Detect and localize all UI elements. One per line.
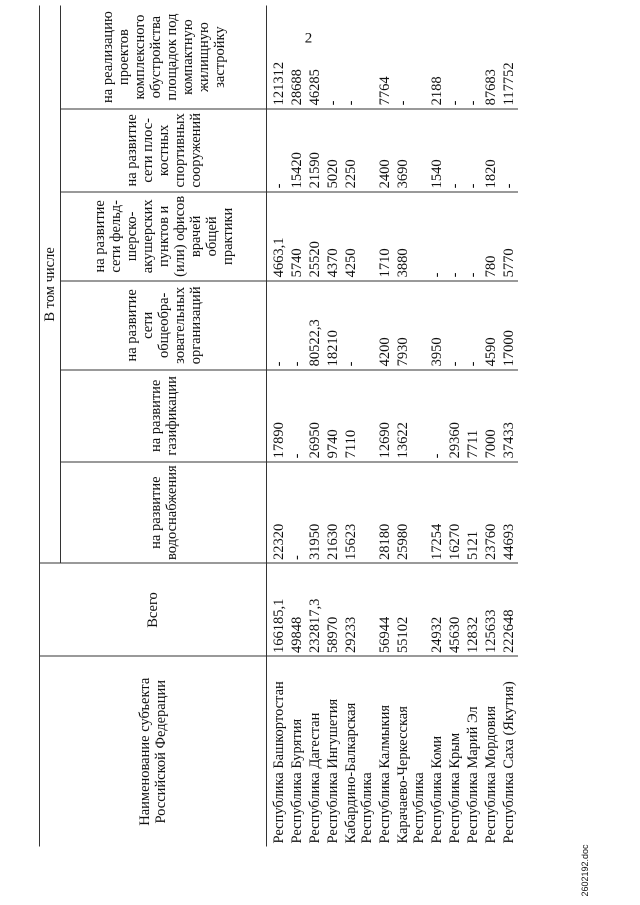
table-row	[464, 6, 482, 847]
table-row	[324, 6, 342, 847]
value-schools: 80522,3	[306, 281, 324, 370]
value-housing: 46285	[306, 6, 324, 109]
value-gas: 7711	[464, 370, 482, 462]
table-row	[342, 6, 376, 847]
value-medical: 4370	[324, 192, 342, 281]
value-schools: -	[342, 281, 376, 370]
value-sports: 2400	[376, 109, 394, 192]
value-schools: -	[288, 281, 306, 370]
region-name: Республика Мордовия	[482, 657, 500, 847]
region-name: Республика Дагестан	[306, 657, 324, 847]
value-medical: 5770	[500, 192, 518, 281]
table-row	[428, 6, 446, 847]
value-gas: 29360	[446, 370, 464, 462]
value-sports: 21590	[306, 109, 324, 192]
value-medical: 4663,1	[267, 192, 289, 281]
document-filename: 2602192.doc	[580, 844, 590, 897]
value-total: 58970	[324, 564, 342, 657]
value-housing: -	[464, 6, 482, 109]
value-medical: 1710	[376, 192, 394, 281]
value-water: 21630	[325, 523, 341, 560]
value-gas: 9740	[324, 370, 342, 462]
value-medical: 5740	[288, 192, 306, 281]
value-medical: -	[428, 192, 446, 281]
value-total: 24932	[428, 564, 446, 657]
region-name: Республика Коми	[428, 657, 446, 847]
value-water: 23760	[483, 523, 499, 560]
value-schools: -	[267, 281, 289, 370]
value-sports: 15420	[288, 109, 306, 192]
header-group-label: В том числе	[40, 6, 61, 564]
value-housing: 87683	[482, 6, 500, 109]
value-water: 5121	[465, 531, 481, 560]
value-medical: 25520	[306, 192, 324, 281]
value-water: 15623	[343, 523, 359, 560]
table-row	[376, 6, 394, 847]
value-total: 29233	[342, 564, 376, 657]
value-sports: 2250	[342, 109, 376, 192]
table-row	[267, 6, 289, 847]
value-schools: 4590	[482, 281, 500, 370]
value-housing: -	[324, 6, 342, 109]
value-sports: 1540	[428, 109, 446, 192]
value-water: 22320	[271, 523, 287, 560]
page-number: 2	[304, 30, 313, 47]
value-gas: -	[288, 370, 306, 462]
header-schools: на развитие сети общеобра-зовательных организаций	[61, 281, 267, 370]
value-medical: 4250	[342, 192, 376, 281]
subsidy-table	[39, 6, 518, 847]
value-gas: 13622	[394, 370, 428, 462]
value-water: 28180	[377, 523, 393, 560]
header-water-supply: на развитие водоснабжения	[61, 462, 267, 564]
table-row	[482, 6, 500, 847]
table-row	[394, 6, 428, 847]
header-medical-points: на развитие сети фельд-шерско-акушерских пунктов и (или) офисов врачей общей практики	[61, 192, 267, 281]
value-schools: 7930	[394, 281, 428, 370]
value-water: -	[289, 555, 305, 560]
value-gas: 17890	[267, 370, 289, 462]
value-sports: -	[446, 109, 464, 192]
header-region-name: Наименование субъекта Российской Федерации	[40, 657, 267, 847]
value-total: 55102	[394, 564, 428, 657]
value-housing: -	[446, 6, 464, 109]
value-schools: 3950	[428, 281, 446, 370]
value-water: 16270	[447, 523, 463, 560]
value-housing: 7764	[376, 6, 394, 109]
value-housing: -	[394, 6, 428, 109]
value-total: 56944	[376, 564, 394, 657]
region-name: Республика Крым	[446, 657, 464, 847]
value-housing: -	[342, 6, 376, 109]
value-total: 232817,3	[306, 564, 324, 657]
table-row	[306, 6, 324, 847]
value-gas: 12690	[376, 370, 394, 462]
value-water: 17254	[429, 523, 445, 560]
value-housing: 117752	[500, 6, 518, 109]
header-total: Всего	[40, 564, 267, 657]
value-sports: -	[464, 109, 482, 192]
table-body	[267, 6, 519, 847]
value-schools: -	[464, 281, 482, 370]
value-gas: -	[428, 370, 446, 462]
value-total: 125633	[482, 564, 500, 657]
region-name: Карачаево-Черкесская Республика	[394, 657, 428, 847]
table-header	[40, 6, 267, 847]
table-row	[500, 6, 518, 847]
value-housing: 2188	[428, 6, 446, 109]
table-row	[288, 6, 306, 847]
region-name: Республика Башкортостан	[267, 657, 289, 847]
value-total: 12832	[464, 564, 482, 657]
value-gas: 7110	[342, 370, 376, 462]
region-name: Кабардино-Балкарская Республика	[342, 657, 376, 847]
value-total: 45630	[446, 564, 464, 657]
value-water: 25980	[395, 523, 411, 560]
region-name: Республика Саха (Якутия)	[500, 657, 518, 847]
table-row	[446, 6, 464, 847]
value-gas: 7000	[482, 370, 500, 462]
value-medical: -	[464, 192, 482, 281]
value-sports: -	[500, 109, 518, 192]
value-housing: 121312	[267, 6, 289, 109]
value-sports: 5020	[324, 109, 342, 192]
value-gas: 26950	[306, 370, 324, 462]
value-schools: 17000	[500, 281, 518, 370]
value-medical: -	[446, 192, 464, 281]
header-gasification: на развитие газификации	[61, 370, 267, 462]
region-name: Республика Марий Эл	[464, 657, 482, 847]
header-sports-facilities: на развитие сети плос-костных спортивных сооружений	[61, 109, 267, 192]
value-sports: -	[267, 109, 289, 192]
region-name: Республика Бурятия	[288, 657, 306, 847]
value-schools: 4200	[376, 281, 394, 370]
value-medical: 3880	[394, 192, 428, 281]
value-gas: 37433	[500, 370, 518, 462]
region-name: Республика Ингушетия	[324, 657, 342, 847]
value-total: 222648	[500, 564, 518, 657]
value-total: 49848	[288, 564, 306, 657]
value-sports: 1820	[482, 109, 500, 192]
value-housing: 28688	[288, 6, 306, 109]
value-total: 166185,1	[267, 564, 289, 657]
value-schools: -	[446, 281, 464, 370]
value-medical: 780	[482, 192, 500, 281]
value-water: 44693	[501, 523, 517, 560]
header-housing-projects: на реализацию проектов комплексного обустройства площадок под компактную жилищную застройку	[61, 6, 267, 109]
value-water: 31950	[307, 523, 323, 560]
region-name: Республика Калмыкия	[376, 657, 394, 847]
value-schools: 18210	[324, 281, 342, 370]
value-sports: 3690	[394, 109, 428, 192]
